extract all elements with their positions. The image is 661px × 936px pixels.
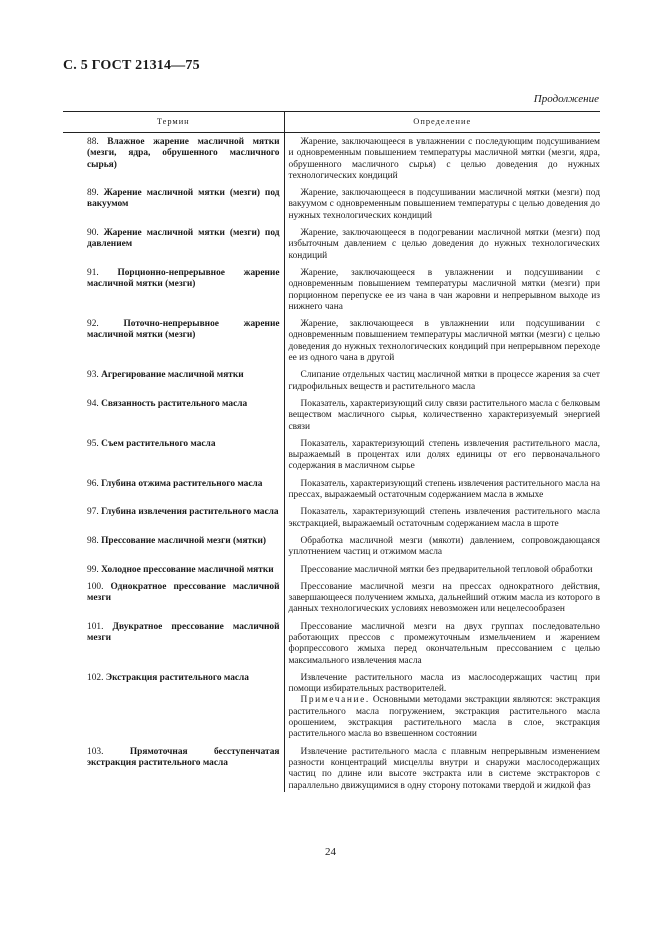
term-name: Прямоточная бесступенчатая экстракция растительного масла — [87, 746, 280, 768]
term-name: Влажное жарение масличной мятки (мезги, ядра, обрушенного масличного сырья) — [87, 137, 280, 170]
term-name: Поточно-непрерывное жарение масличной мятки (мезги) — [87, 319, 280, 341]
term-number: 100. — [87, 581, 104, 592]
term-name: Жарение масличной мятки (мезги) под давлением — [87, 228, 280, 250]
table-row — [63, 222, 600, 262]
table-row — [63, 741, 600, 792]
term-cell — [63, 262, 284, 313]
term-cell — [63, 473, 284, 502]
definition-cell — [284, 559, 600, 576]
table-row — [63, 313, 600, 364]
term-cell — [63, 616, 284, 667]
term-name: Экстракция растительного масла — [105, 672, 249, 683]
term-name: Однократное прессование масличной мезги — [87, 581, 280, 604]
table-row — [63, 473, 600, 502]
table-row — [63, 133, 600, 183]
table-row — [63, 182, 600, 222]
definition-text: Жарение, заключающееся в подсушивании масличной мятки (мезги) под вакуумом с одновременным повышением температуры с целью доведения до нужных технологических кондиций — [288, 188, 600, 221]
terms-table — [63, 111, 600, 792]
table-row — [63, 393, 600, 433]
definition-cell — [284, 433, 600, 473]
table-row — [63, 433, 600, 473]
term-name: Глубина извлечения растительного масла — [101, 507, 279, 518]
term-cell — [63, 433, 284, 473]
table-row — [63, 501, 600, 530]
table-row — [63, 530, 600, 559]
definition-cell — [284, 530, 600, 559]
definition-cell — [284, 313, 600, 364]
term-number: 88. — [87, 137, 99, 147]
term-name: Порционно-непрерывное жарение масличной мятки (мезги) — [87, 267, 280, 290]
definition-cell — [284, 741, 600, 792]
column-header-definition: Определение — [284, 112, 600, 133]
term-number: 96. — [87, 478, 99, 489]
page-header: С. 5 ГОСТ 21314—75 — [63, 58, 200, 73]
definition-text: Извлечение растительного масла из маслосодержащих частиц при помощи избирательных растворителей. — [288, 672, 600, 695]
definition-cell — [284, 182, 600, 222]
definition-text: Жарение, заключающееся в подогревании масличной мятки (мезги) под избыточным давлением с целью доведения до нужных технологических кондиций — [288, 228, 600, 261]
continued-label: Продолжение — [533, 93, 599, 105]
term-name: Агрегирование масличной мятки — [101, 370, 244, 381]
term-number: 93. — [87, 370, 99, 381]
definition-cell — [284, 393, 600, 433]
term-number: 89. — [87, 188, 99, 199]
definition-text: Прессование масличной мезги на двух группах последовательно работающих прессов с промежуточным измельчением и жарением форпрессового жмыха перед окончательным прессованием с целью максимального извлечения масла — [288, 621, 600, 666]
term-name: Глубина отжима растительного масла — [101, 478, 263, 489]
term-cell — [63, 182, 284, 222]
table-row — [63, 559, 600, 576]
term-name: Связанность растительного масла — [101, 398, 248, 409]
table-row — [63, 262, 600, 313]
term-number: 95. — [87, 438, 99, 449]
term-cell — [63, 313, 284, 364]
definition-text: Прессование масличной мятки без предварительной тепловой обработки — [300, 564, 593, 575]
term-number: 94. — [87, 398, 99, 409]
definition-cell — [284, 222, 600, 262]
definition-cell — [284, 133, 600, 183]
definition-note — [289, 695, 601, 740]
definition-text: Жарение, заключающееся в увлажнении и подсушивании с одновременным повышением температуры масличной мятки (мезги) при порционном перепуске ее из чана в чан жаровни и непрерывном выходе из нижнего чана — [288, 267, 600, 312]
term-number: 91. — [87, 267, 99, 278]
definition-text: Жарение, заключающееся в увлажнении или подсушивании с одновременным повышением температуры масличной мятки (мезги) с целью доведения до нужных технологических кондиций при непрерывном переходе ее из одного чана в другой — [288, 319, 600, 364]
table-row — [63, 364, 600, 393]
term-number: 98. — [87, 535, 99, 546]
definition-text: Жарение, заключающееся в увлажнении с последующим подсушиванием и одновременным повышением температуры масличной мятки (мезги, ядра, обрушенного масличного сырья) с целью доведения до нужных технологических кондиций — [288, 137, 600, 181]
table-row — [63, 667, 600, 741]
definition-text: Показатель, характеризующий степень извлечения растительного масла, выражаемый в процентах или долях единицы от его первоначального содержания в масличном сырье — [288, 438, 600, 472]
definition-cell — [284, 262, 600, 313]
term-name: Жарение масличной мятки (мезги) под вакуумом — [87, 188, 280, 210]
definition-cell — [284, 616, 600, 667]
definition-cell — [284, 501, 600, 530]
term-cell — [63, 393, 284, 433]
definition-text: Показатель, характеризующий степень извлечения растительного масла на прессах, выражаемый остаточным содержанием масла в жмыхе — [288, 478, 600, 501]
term-name: Холодное прессование масличной мятки — [101, 564, 274, 575]
definition-text: Показатель, характеризующий степень извлечения растительного масла экстракцией, выражаемый остаточным содержанием масла в шроте — [288, 507, 600, 529]
term-cell — [63, 364, 284, 393]
term-cell — [63, 501, 284, 530]
definition-cell — [284, 364, 600, 393]
definition-text: Извлечение растительного масла с плавным непрерывным изменением разности концентраций мисцеллы внутри и снаружи маслосодержащих частиц по длине или высоте экстракта или в системе экстракторов с параллельно движущимися в одну сторону потоками твердой и жидкой фаз — [288, 746, 600, 791]
table-row — [63, 576, 600, 616]
column-header-term: Термин — [63, 112, 284, 133]
term-number: 92. — [87, 319, 99, 330]
term-number: 101. — [87, 621, 104, 632]
term-cell — [63, 741, 284, 792]
term-number: 99. — [87, 564, 99, 575]
term-number: 90. — [87, 228, 99, 239]
definition-text: Прессование масличной мезги на прессах однократного действия, завершающееся получением жмыха, дальнейший отжим масла из которого в данных технологических условиях невозможен или нецелесообразен — [288, 581, 600, 615]
term-cell — [63, 530, 284, 559]
definition-text: Обработка масличной мезги (мякоти) давлением, сопровождающаяся уплотнением частиц и отжимом масла — [288, 535, 600, 558]
definition-text: Слипание отдельных частиц масличной мятки в процессе жарения за счет гидрофильных веществ и растительного масла — [288, 370, 600, 392]
term-cell — [63, 133, 284, 183]
term-cell — [63, 576, 284, 616]
term-name: Прессование масличной мезги (мятки) — [101, 535, 267, 546]
definition-cell — [284, 667, 600, 741]
term-cell — [63, 559, 284, 576]
term-name: Двукратное прессование масличной мезги — [87, 621, 280, 643]
term-cell — [63, 667, 284, 741]
term-cell — [63, 222, 284, 262]
definition-cell — [284, 473, 600, 502]
note-label: Примечание. — [300, 695, 370, 706]
page-number: 24 — [325, 846, 336, 858]
table-row — [63, 616, 600, 667]
term-number: 103. — [87, 746, 104, 757]
term-number: 102. — [87, 672, 104, 683]
definition-cell — [284, 576, 600, 616]
term-number: 97. — [87, 507, 99, 518]
term-name: Съем растительного масла — [101, 438, 216, 449]
table-header-row — [63, 112, 600, 133]
definition-text: Показатель, характеризующий силу связи растительного масла с белковым веществом масличного сырья, количественно характеризуемый энергией связи — [288, 398, 601, 432]
note-text: Основными методами экстракции являются: экстракция растительного масла погружением, экстракция растительного масла орошением, экстракция растительного масла в слое, экстракция растительного масла во взвешенном состоянии — [288, 695, 601, 740]
